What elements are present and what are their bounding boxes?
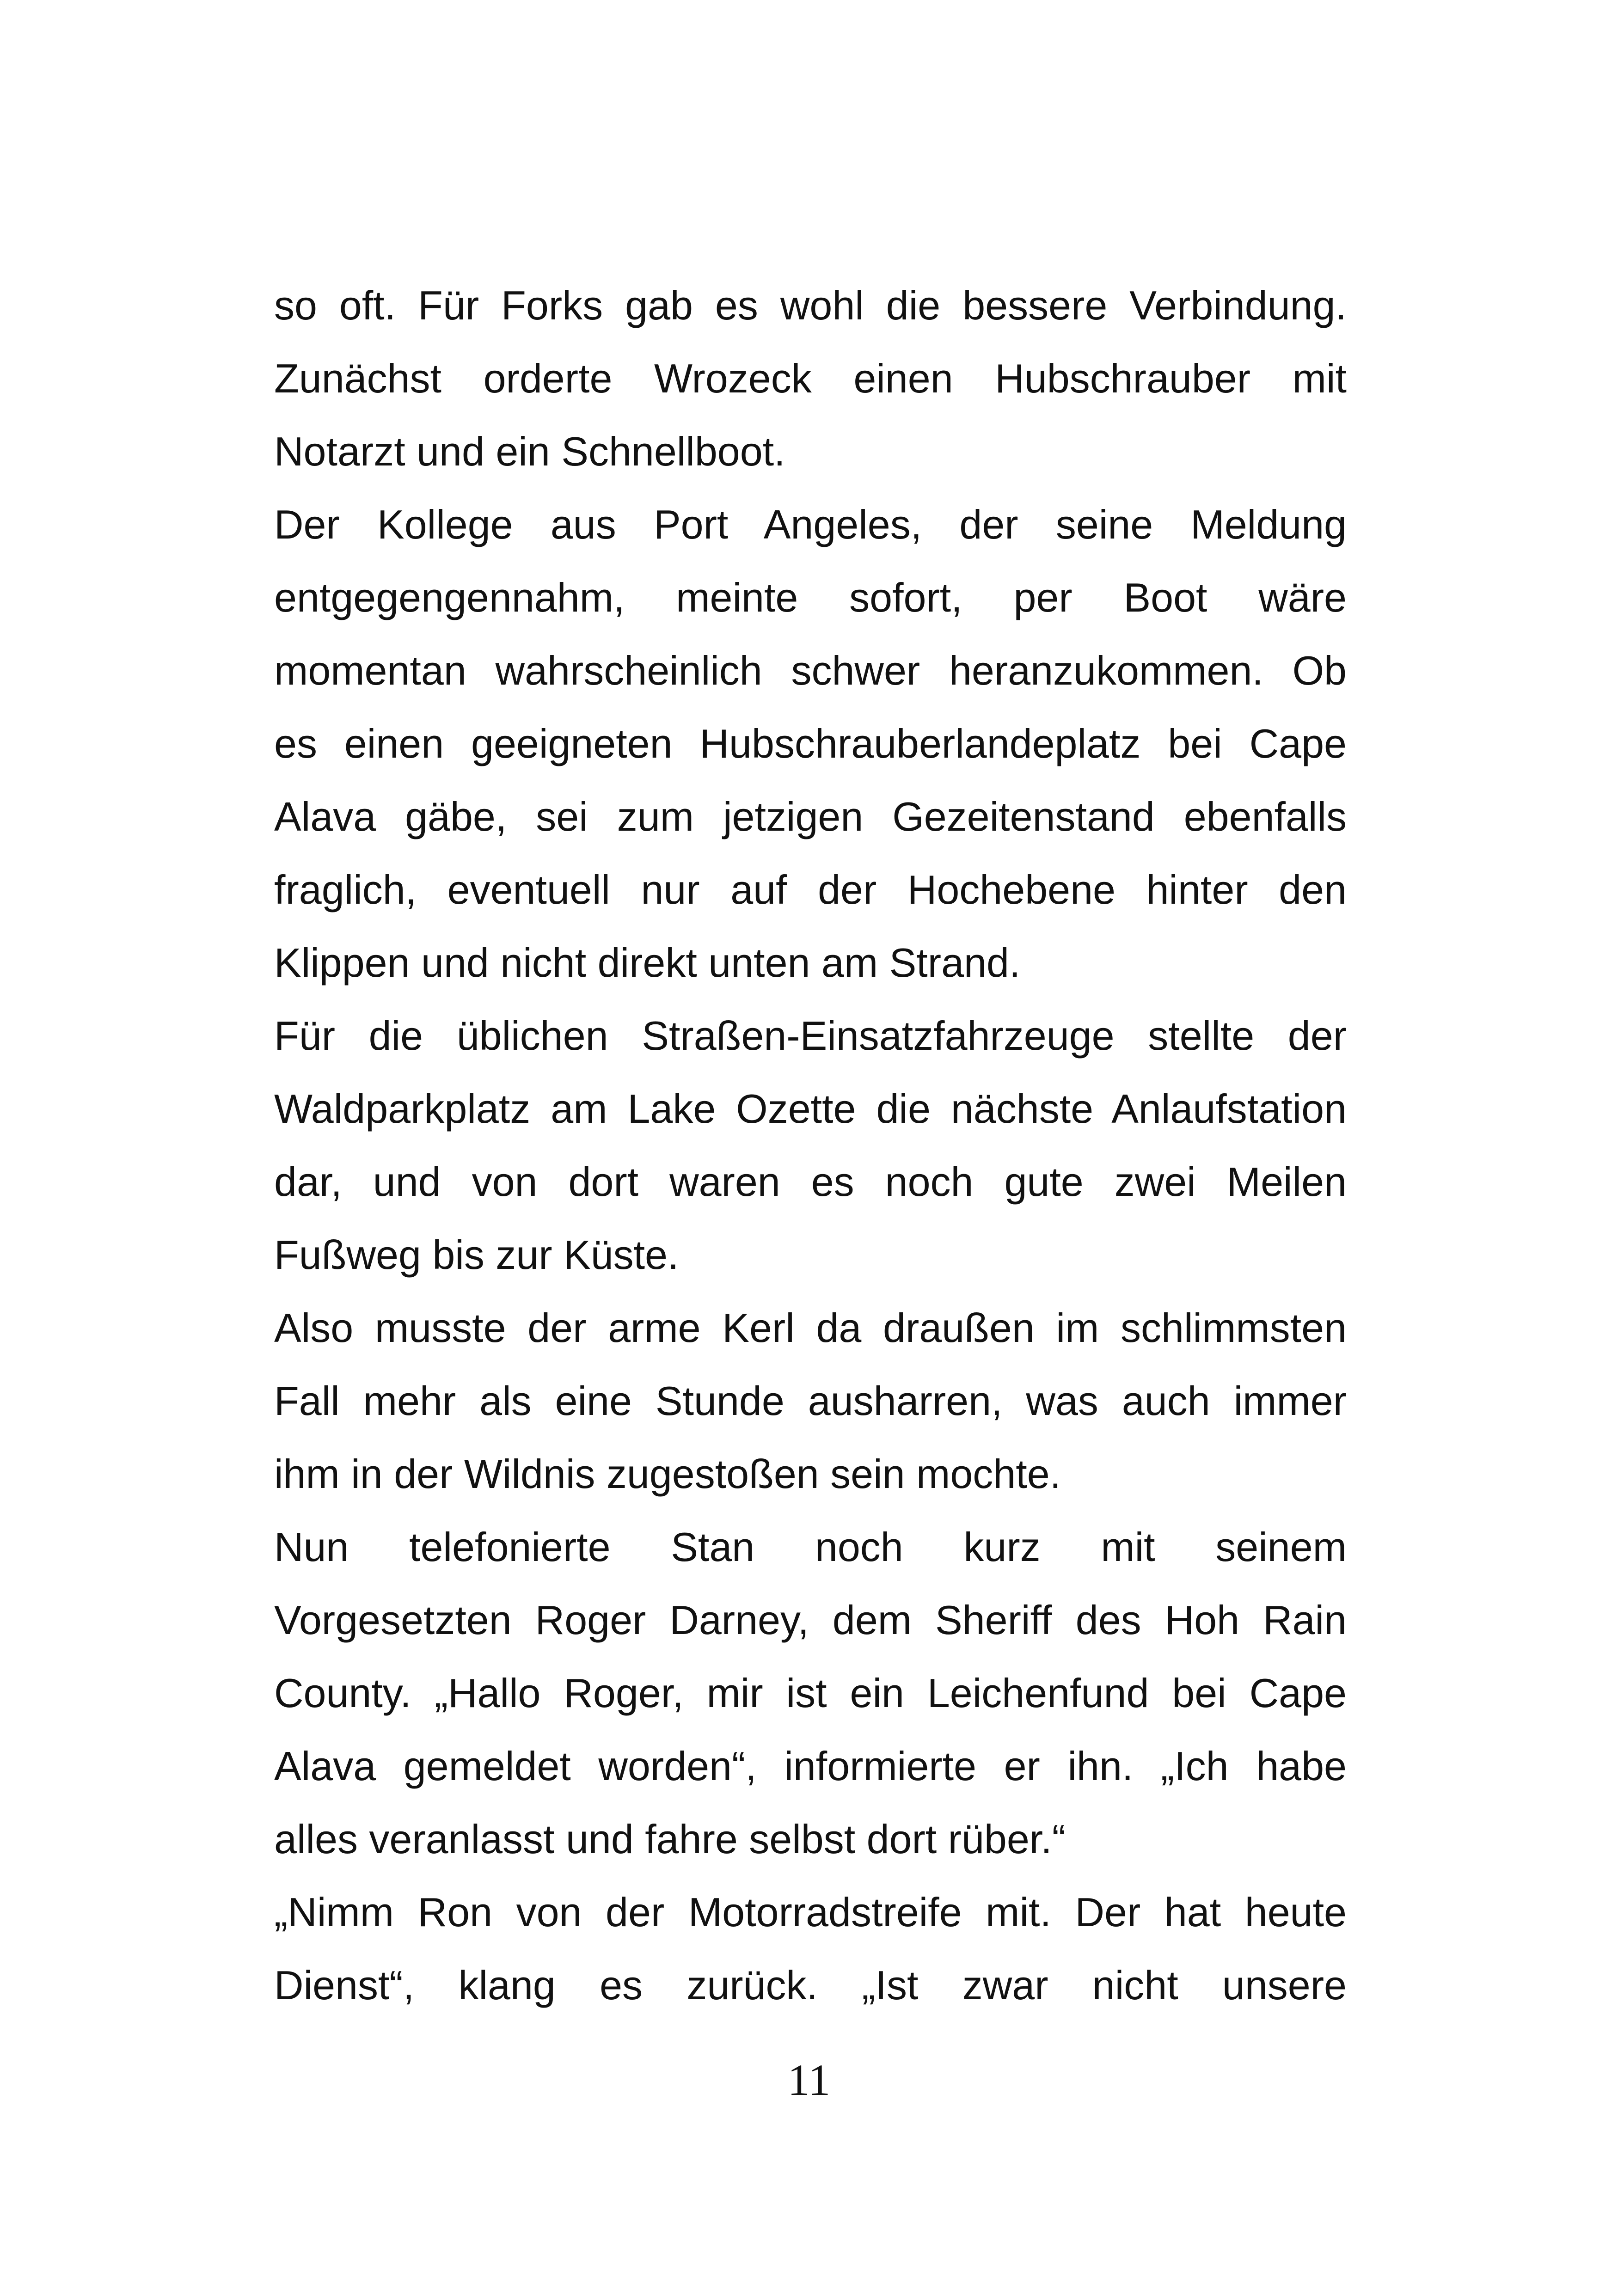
text-line: Waldparkplatz am Lake Ozette die nächste Anlaufstation — [274, 1086, 1347, 1132]
text-line: Zunächst orderte Wrozeck einen Hubschrauber mit — [274, 355, 1347, 401]
text-line: es einen geeigneten Hubschrauberlandeplatz bei Cape — [274, 721, 1347, 766]
page-number: 11 — [787, 2055, 831, 2105]
text-line: Der Kollege aus Port Angeles, der seine Meldung — [274, 502, 1347, 547]
text-line: Fall mehr als eine Stunde ausharren, was auch immer — [274, 1378, 1347, 1424]
paragraph — [274, 999, 1347, 1292]
text-line: Vorgesetzten Roger Darney, dem Sheriff des Hoh Rain — [274, 1597, 1347, 1643]
paragraph — [274, 1876, 1347, 2022]
text-line: entgegengennahm, meinte sofort, per Boot wäre — [274, 575, 1347, 620]
paragraph — [274, 1292, 1347, 1511]
text-line: alles veranlasst und fahre selbst dort rüber.“ — [274, 1816, 1066, 1862]
paragraph — [274, 1511, 1347, 1876]
text-line: so oft. Für Forks gab es wohl die bessere Verbindung. — [274, 282, 1347, 328]
text-line: Für die üblichen Straßen-Einsatzfahrzeuge stellte der — [274, 1013, 1347, 1059]
text-line: Also musste der arme Kerl da draußen im schlimmsten — [274, 1305, 1347, 1351]
text-line: Klippen und nicht direkt unten am Strand. — [274, 940, 1021, 986]
text-line: Notarzt und ein Schnellboot. — [274, 429, 785, 474]
text-line: Alava gäbe, sei zum jetzigen Gezeitenstand ebenfalls — [274, 794, 1347, 839]
text-line: „Nimm Ron von der Motorradstreife mit. Der hat heute — [274, 1889, 1347, 1935]
text-line: fraglich, eventuell nur auf der Hochebene hinter den — [274, 867, 1347, 912]
text-line: dar, und von dort waren es noch gute zwei Meilen — [274, 1159, 1347, 1205]
paragraph — [274, 488, 1347, 999]
text-line: ihm in der Wildnis zugestoßen sein mochte. — [274, 1451, 1061, 1497]
paragraph — [274, 269, 1347, 488]
body-text — [274, 269, 1347, 2022]
text-line: County. „Hallo Roger, mir ist ein Leichenfund bei Cape — [274, 1670, 1347, 1716]
text-line: Fußweg bis zur Küste. — [274, 1232, 679, 1278]
text-line: momentan wahrscheinlich schwer heranzukommen. Ob — [274, 648, 1347, 693]
text-line: Alava gemeldet worden“, informierte er ihn. „Ich habe — [274, 1743, 1347, 1789]
text-line: Dienst“, klang es zurück. „Ist zwar nicht unsere — [274, 1962, 1347, 2008]
text-line: Nun telefonierte Stan noch kurz mit seinem — [274, 1524, 1347, 1570]
